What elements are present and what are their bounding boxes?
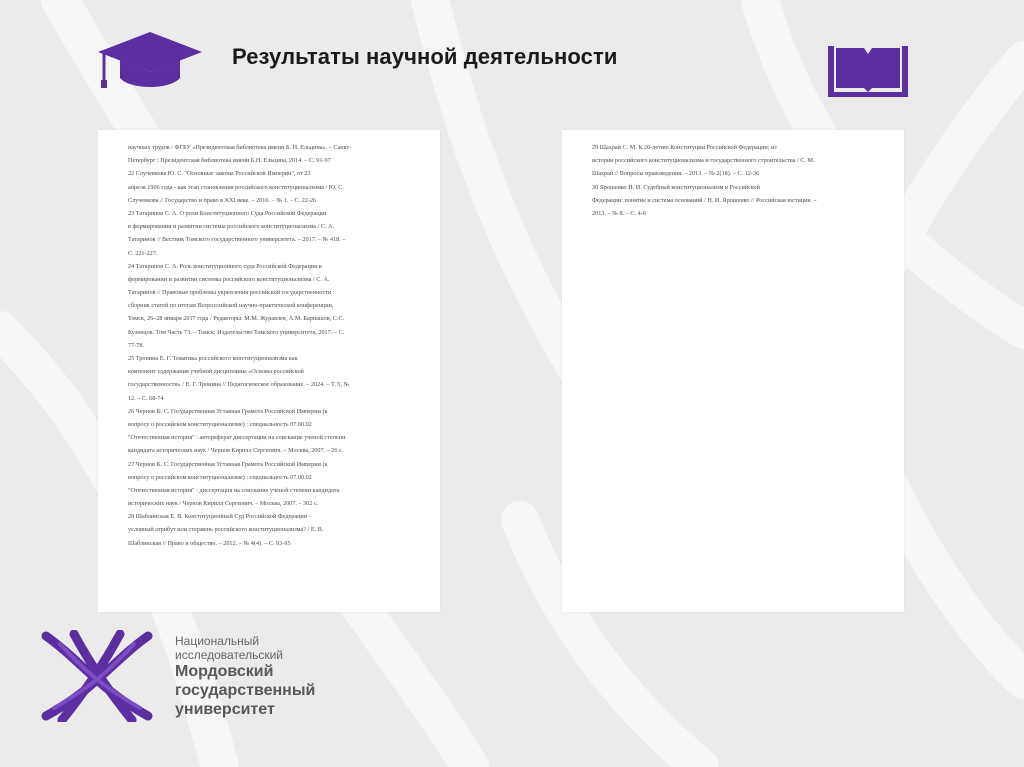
university-name bbox=[175, 634, 315, 719]
logo-line: университет bbox=[175, 701, 275, 718]
logo-line: исследовательский bbox=[175, 648, 283, 662]
text-line: апреля 1906 года - как этап становления российского конституционализма / Ю. С. bbox=[128, 183, 344, 191]
text-line: 2013. – № 8. – С. 4-6 bbox=[592, 209, 646, 217]
text-line: 12. – С. 68-74 bbox=[128, 394, 164, 402]
text-line: исторических наук / Чернов Кирилл Сергеевич. – Москва, 2007. – 302 с. bbox=[128, 500, 319, 508]
document-page-left bbox=[98, 130, 440, 612]
bibliography-list bbox=[592, 141, 888, 220]
document-page-right bbox=[562, 130, 904, 612]
text-line: Томск, 26–28 января 2017 года / Редакторы: М.М. Журавлев, А.М. Барнашов, С.С. bbox=[128, 315, 345, 323]
text-line: Кузнецов. Том Часть 73. – Томск: Издательство Томского университета, 2017. – С. bbox=[128, 328, 345, 336]
text-line: в формировании и развитии системы российского конституционализма / С. А. bbox=[128, 223, 335, 231]
bibliography-list bbox=[128, 141, 424, 550]
text-line: 29 Шахрай С. М. К 20-летию Конституции Российской Федерации: из bbox=[592, 144, 777, 151]
text-line: Татаринов // Вестник Томского государственного университета. – 2017. – № 418. – bbox=[128, 236, 346, 244]
text-line: научных трудов / ФГБУ «Президентская библиотека имени Б. Н. Ельцина». – Санкт- bbox=[128, 144, 352, 151]
text-line: компонент содержания учебной дисциплины «Основы российской bbox=[128, 368, 304, 376]
text-line: кандидата исторических наук / Чернов Кирилл Сергеевич. – Москва, 2007. – 26 с. bbox=[128, 447, 344, 455]
text-line: Случевкова // Государство и право в XXI веке. – 2016. – № 1. – С. 22-26 bbox=[128, 196, 317, 204]
text-line: 30 Ярошенко Н. И. Судебный конституционализм в Российской bbox=[592, 183, 760, 191]
university-logo-icon bbox=[40, 630, 155, 722]
logo-line: Национальный bbox=[175, 634, 260, 648]
text-line: государственности» / Е. Г. Тронина // Педагогическое образование. – 2024. – Т. 5, № bbox=[128, 381, 350, 389]
text-line: Шаблинская // Право и общество. – 2012. – № 4(4). – С. 93-95 bbox=[128, 539, 291, 547]
text-line: 24 Татаринов С. А. Роль конституционного суда Российской Федерации в bbox=[128, 262, 322, 270]
slide-title: Результаты научной деятельности bbox=[232, 44, 618, 69]
text-line: "Отечественная история" : автореферат диссертации на соискание ученой степени bbox=[128, 434, 346, 442]
text-line: Шахрай // Вопросы правоведения. – 2013. – № 2(18). – С. 12-36 bbox=[592, 170, 760, 178]
logo-line: государственный bbox=[175, 682, 316, 699]
text-line: "Отечественная история" : диссертация на соискание ученой степени кандидата bbox=[128, 486, 340, 494]
open-book-icon bbox=[826, 42, 910, 98]
text-line: 27 Чернов К. С. Государственная Уставная Грамота Российской Империи (к bbox=[128, 460, 328, 468]
text-line: истории российского конституционализма и государственного строительства / С. М. bbox=[592, 157, 815, 165]
text-line: сборник статей по итогам Всероссийской научно-практической конференции, bbox=[128, 302, 334, 310]
text-line: формировании и развитии системы российского конституционализма / С. А. bbox=[128, 275, 330, 283]
logo-line: Мордовский bbox=[175, 663, 274, 680]
text-line: 22 Случевкова Ю. С. "Основные законы Российской Империи", от 23 bbox=[128, 170, 311, 178]
text-line: 28 Шаблинская Е. В. Конституционный Суд Российской Федерации - bbox=[128, 513, 311, 521]
text-line: 23 Татаринов С. А. О роли Конституционного Суда Российской Федерации bbox=[128, 209, 327, 217]
text-line: С. 221-227. bbox=[128, 249, 158, 257]
text-line: Татаринов // Правовые проблемы укрепления российской государственности : bbox=[128, 289, 335, 297]
text-line: Федерации: понятие и система оснований / Н. И. Ярошенко // Российская юстиция. – bbox=[592, 196, 817, 204]
text-line: 26 Чернов К. С. Государственная Уставная Грамота Российской Империи (к bbox=[128, 407, 328, 415]
text-line: вопросу о российском конституционализме) : специальность 07.00.02 bbox=[128, 473, 312, 481]
text-line: 77-78. bbox=[128, 341, 144, 349]
graduation-cap-icon bbox=[96, 30, 204, 92]
text-line: условный атрибут или стержень российского конституционализма? / Е. В. bbox=[128, 526, 324, 534]
text-line: Петербург : Президентская библиотека имени Б.Н. Ельцина, 2014. – С. 91-97 bbox=[128, 157, 331, 165]
text-line: вопросу о российском конституционализме) : специальность 07.00.02 bbox=[128, 420, 312, 428]
text-line: 25 Тронина Е. Г. Тематика российского конституционализма как bbox=[128, 355, 298, 362]
